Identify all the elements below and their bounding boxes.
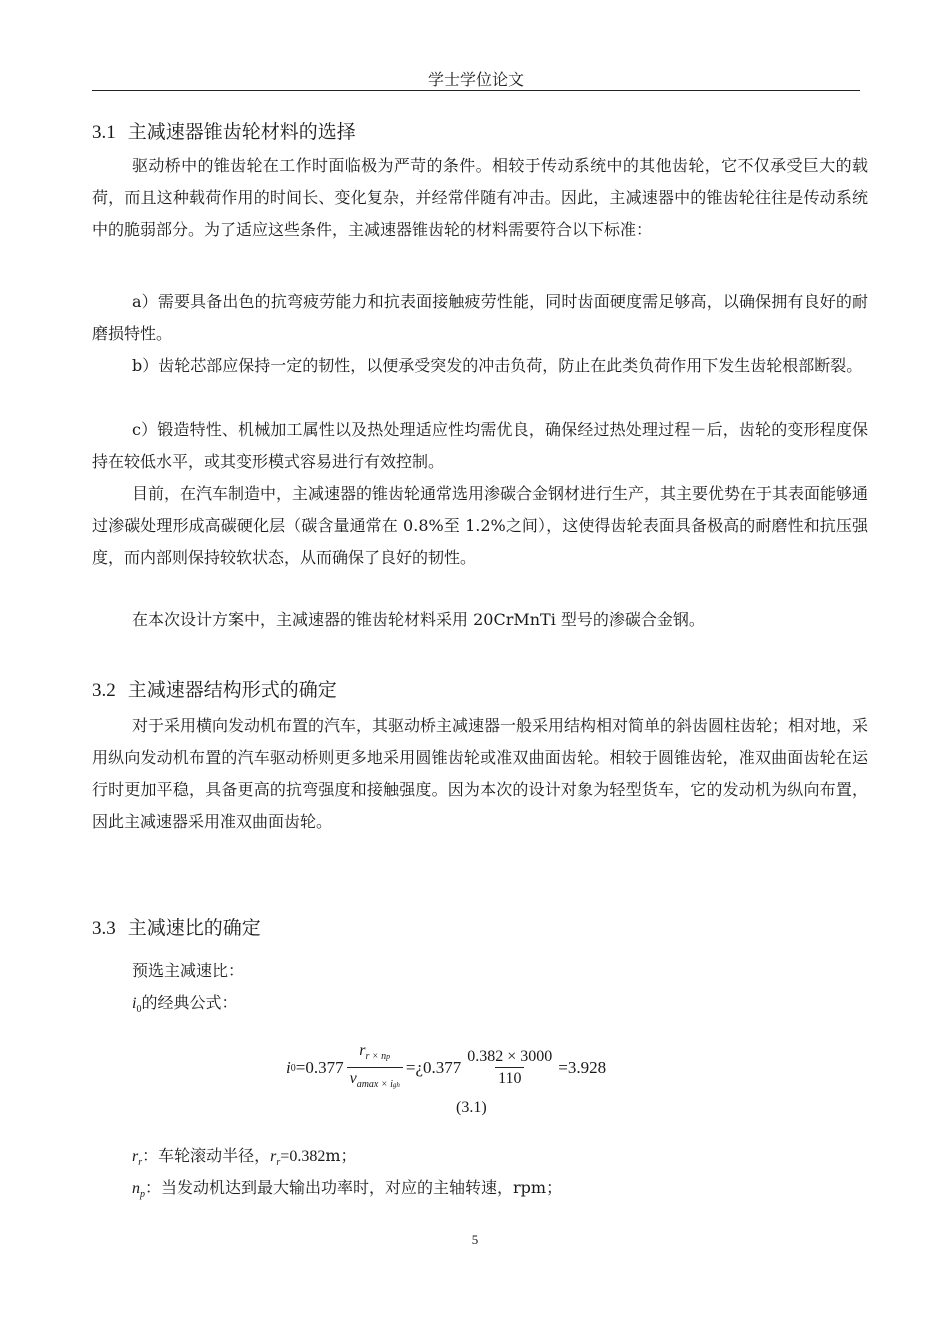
paragraph-intro: 驱动桥中的锥齿轮在工作时面临极为严苛的条件。相较于传动系统中的其他齿轮，它不仅承受巨大的载荷，而且这种载荷作用的时间长、变化复杂，并经常伴随有冲击。因此，主减速器中的锥齿轮往往是传动系统中的脆弱部分。为了适应这些条件，主减速器锥齿轮的材料需要符合以下标准：: [92, 156, 868, 239]
eq-frac2-numerator: 0.382 × 3000: [467, 1047, 553, 1065]
definition-np: [132, 1172, 562, 1211]
section-title: 主减速比的确定: [127, 917, 261, 939]
eq-fraction-symbolic: [347, 1041, 403, 1096]
paragraph-structure: 对于采用横向发动机布置的汽车，其驱动桥主减速器一般采用结构相对简单的斜齿圆柱齿轮；相对地，采用纵向发动机布置的汽车驱动桥则更多地采用圆锥齿轮或准双曲面齿轮。相较于圆锥齿轮，准双曲面齿轮在运行时更加平稳，具备更高的抗弯强度和接触强度。因为本次的设计对象为轻型货车，它的发动机为纵向布置，因此主减速器采用准双曲面齿轮。: [92, 716, 869, 831]
def-r-value: =0.382: [280, 1148, 326, 1165]
eq-frac1-numerator: [356, 1041, 393, 1067]
var-r-eq-sub: r: [276, 1157, 281, 1168]
eq-frac1-den-sub2: gh: [392, 1080, 400, 1089]
section-heading-3-1: [92, 120, 356, 145]
header-rule: [92, 90, 860, 91]
var-n: n: [132, 1180, 140, 1197]
var-r-eq: r: [270, 1148, 277, 1165]
formula-intro-text: 的经典公式：: [141, 993, 238, 1012]
eq-result: =3.928: [558, 1058, 607, 1077]
eq-lhs-sub: 0: [290, 1062, 296, 1074]
page-header: 学士学位论文: [427, 70, 524, 89]
var-i-subscript: 0: [136, 1004, 142, 1015]
section-number: 3.3: [92, 918, 116, 939]
paragraph-design-material: 在本次设计方案中，主减速器的锥齿轮材料采用 20CrMnTi 型号的渗碳合金钢。: [132, 610, 705, 629]
page-number: 5: [471, 1232, 479, 1247]
eq-lhs-var: i: [286, 1058, 291, 1077]
paragraph-item-b: b）齿轮芯部应保持一定的韧性，以便承受突发的冲击负荷，防止在此类负荷作用下发生齿轮根部断裂。: [132, 356, 863, 375]
section-title: 主减速器锥齿轮材料的选择: [127, 121, 356, 143]
eq-coef-1: =0.377: [295, 1058, 344, 1077]
eq-frac2-denominator: 110: [495, 1067, 524, 1090]
eq-frac1-num-sub: r × n: [365, 1050, 387, 1062]
paragraph-current-practice: 目前，在汽车制造中，主减速器的锥齿轮通常选用渗碳合金钢材进行生产，其主要优势在于其表面能够通过渗碳处理形成高碳硬化层（碳含量通常在 0.8%至 1.2%之间），这使得齿轮表面具备极高的耐磨性和抗压强度，而内部则保持较软状态，从而确保了良好的韧性。: [92, 484, 869, 567]
eq-frac1-num-sub2: p: [386, 1051, 391, 1061]
var-r: r: [132, 1148, 139, 1165]
eq-frac1-denominator: [347, 1067, 403, 1096]
section-heading-3-2: [92, 678, 337, 703]
def-r-unit: m；: [325, 1146, 357, 1165]
eq-fraction-numeric: [464, 1047, 555, 1090]
paragraph-item-c: c）锻造特性、机械加工属性以及热处理适应性均需优良，确保经过热处理过程－后，齿轮的变形程度保持在较低水平，或其变形模式容易进行有效控制。: [92, 420, 868, 471]
section-number: 3.1: [92, 122, 116, 143]
line-formula-intro: [132, 987, 237, 1026]
def-r-text: ：车轮滚动半径，: [142, 1146, 271, 1165]
var-i: i: [132, 995, 137, 1012]
eq-frac1-num-var: r: [359, 1041, 366, 1059]
paragraph-item-a: a）需要具备出色的抗弯疲劳能力和抗表面接触疲劳性能，同时齿面硬度需足够高，以确保拥有良好的耐磨损特性。: [92, 292, 868, 343]
equation-number: (3.1): [456, 1099, 487, 1116]
equation-3-1: [286, 1038, 606, 1098]
section-heading-3-3: [92, 916, 261, 941]
var-r-sub: r: [138, 1157, 143, 1168]
eq-frac1-den-var: v: [349, 1069, 357, 1087]
eq-frac1-den-sub: amax × i: [356, 1078, 393, 1090]
section-number: 3.2: [92, 680, 116, 701]
section-title: 主减速器结构形式的确定: [127, 679, 337, 701]
var-n-sub: p: [140, 1189, 145, 1200]
eq-coef-2: =¿0.377: [405, 1058, 462, 1077]
def-n-text: ：当发动机达到最大输出功率时，对应的主轴转速，rpm；: [145, 1178, 563, 1197]
line-preselect: 预选主减速比：: [132, 961, 245, 980]
